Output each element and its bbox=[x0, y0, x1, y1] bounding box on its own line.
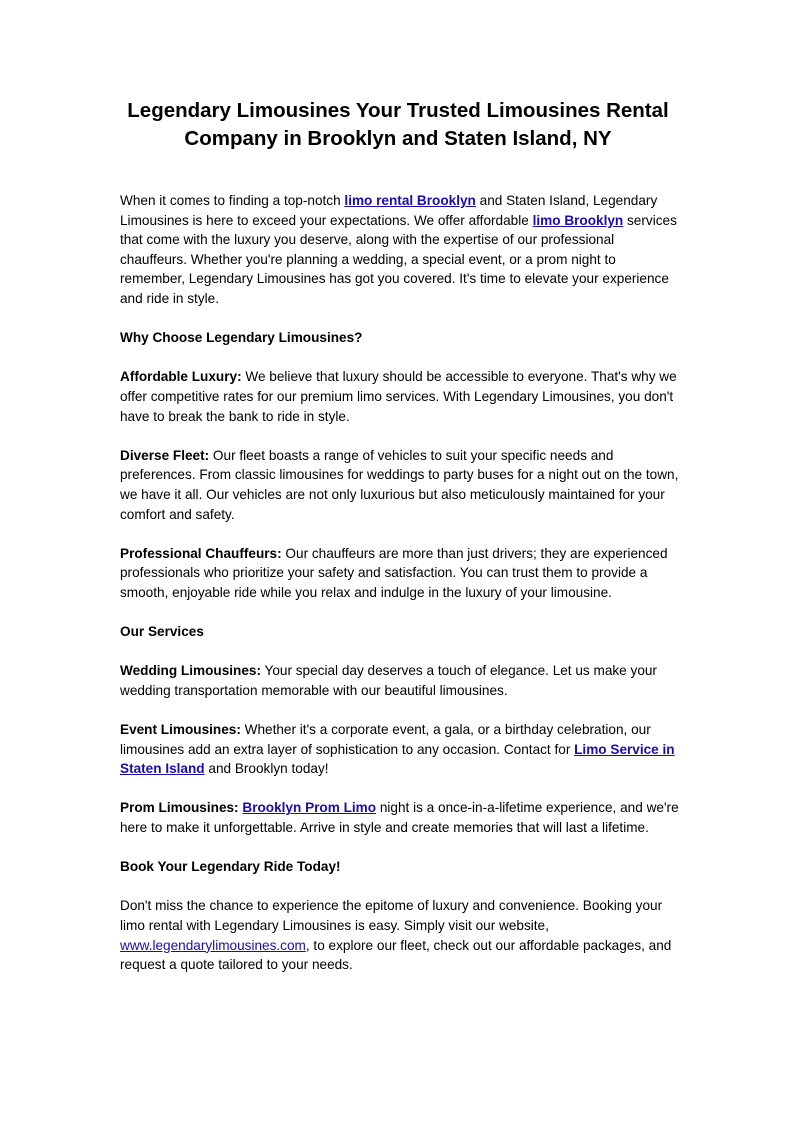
document-page bbox=[120, 97, 680, 994]
diverse-fleet-label: Diverse Fleet: bbox=[120, 447, 210, 463]
page-title: Legendary Limousines Your Trusted Limousines Rental Company in Brooklyn and Staten Island, NY bbox=[127, 99, 669, 150]
wedding-limousines-text: Your special day deserves a touch of elegance. Let us make your wedding transportation memorable with our beautiful limousines. bbox=[120, 663, 657, 698]
closing-text-2: , to explore our fleet, check out our affordable packages, and request a quote tailored to your needs. bbox=[120, 937, 672, 973]
event-limousines-paragraph bbox=[120, 720, 680, 779]
why-choose-heading-text: Why Choose Legendary Limousines? bbox=[120, 330, 363, 346]
our-services-heading bbox=[120, 622, 680, 642]
event-limousines-label: Event Limousines: bbox=[120, 722, 241, 738]
intro-text-2: and Staten Island, Legendary Limousines is here to exceed your expectations. We offer affordable bbox=[120, 193, 658, 228]
affordable-luxury-paragraph bbox=[120, 367, 680, 426]
wedding-limousines-label: Wedding Limousines: bbox=[120, 663, 261, 679]
affordable-luxury-label: Affordable Luxury: bbox=[120, 369, 242, 385]
book-heading bbox=[120, 857, 680, 877]
website-link[interactable]: www.legendarylimousines.com bbox=[120, 937, 306, 953]
closing-text-1: Don't miss the chance to experience the epitome of luxury and convenience. Booking your limo rental with Legendary Limousines is easy. Simply visit our website, bbox=[120, 898, 663, 933]
book-heading-text: Book Your Legendary Ride Today! bbox=[120, 859, 341, 875]
professional-chauffeurs-label: Professional Chauffeurs: bbox=[120, 545, 282, 561]
intro-paragraph bbox=[120, 191, 680, 309]
diverse-fleet-text: Our fleet boasts a range of vehicles to suit your specific needs and preferences. From classic limousines for weddings to party buses for a night out on the town, we have it all. Our vehicles are not only luxurious but also meticulously maintained for your comfort and safety. bbox=[120, 447, 679, 522]
limo-rental-brooklyn-link[interactable]: limo rental Brooklyn bbox=[344, 193, 476, 208]
our-services-heading-text: Our Services bbox=[120, 624, 204, 640]
why-choose-heading bbox=[120, 328, 680, 348]
event-limousines-text-2: and Brooklyn today! bbox=[204, 761, 329, 777]
intro-text-1: When it comes to finding a top-notch bbox=[120, 193, 345, 208]
affordable-luxury-text: We believe that luxury should be accessible to everyone. That's why we offer competitive rates for our premium limo services. With Legendary Limousines, you don't have to break the bank to ride in style. bbox=[120, 369, 677, 424]
intro-text-3: services that come with the luxury you deserve, along with the expertise of our professional chauffeurs. Whether you're planning a wedding, a special event, or a prom night to remember, Legendary Limousines has got you covered. It's time to elevate your experience and ride in style. bbox=[120, 212, 677, 306]
limo-brooklyn-link[interactable]: limo Brooklyn bbox=[532, 212, 624, 228]
prom-limousines-label: Prom Limousines: bbox=[120, 800, 239, 816]
prom-limousines-paragraph bbox=[120, 798, 680, 837]
prom-limousines-text: night is a once-in-a-lifetime experience, and we're here to make it unforgettable. Arrive in style and create memories that will last a lifetime. bbox=[120, 800, 679, 835]
wedding-limousines-paragraph bbox=[120, 661, 680, 700]
event-limousines-text: Whether it's a corporate event, a gala, or a birthday celebration, our limousines add an extra layer of sophistication to any occasion. Contact for bbox=[120, 722, 651, 757]
professional-chauffeurs-paragraph bbox=[120, 544, 680, 603]
closing-paragraph bbox=[120, 896, 680, 974]
limo-service-staten-island-link[interactable]: Limo Service in Staten Island bbox=[120, 741, 675, 777]
brooklyn-prom-limo-link[interactable]: Brooklyn Prom Limo bbox=[242, 800, 377, 816]
diverse-fleet-paragraph bbox=[120, 446, 680, 524]
professional-chauffeurs-text: Our chauffeurs are more than just drivers; they are experienced professionals who prioritize your safety and satisfaction. You can trust them to provide a smooth, enjoyable ride while you relax and indulge in the luxury of your limousine. bbox=[120, 545, 668, 600]
